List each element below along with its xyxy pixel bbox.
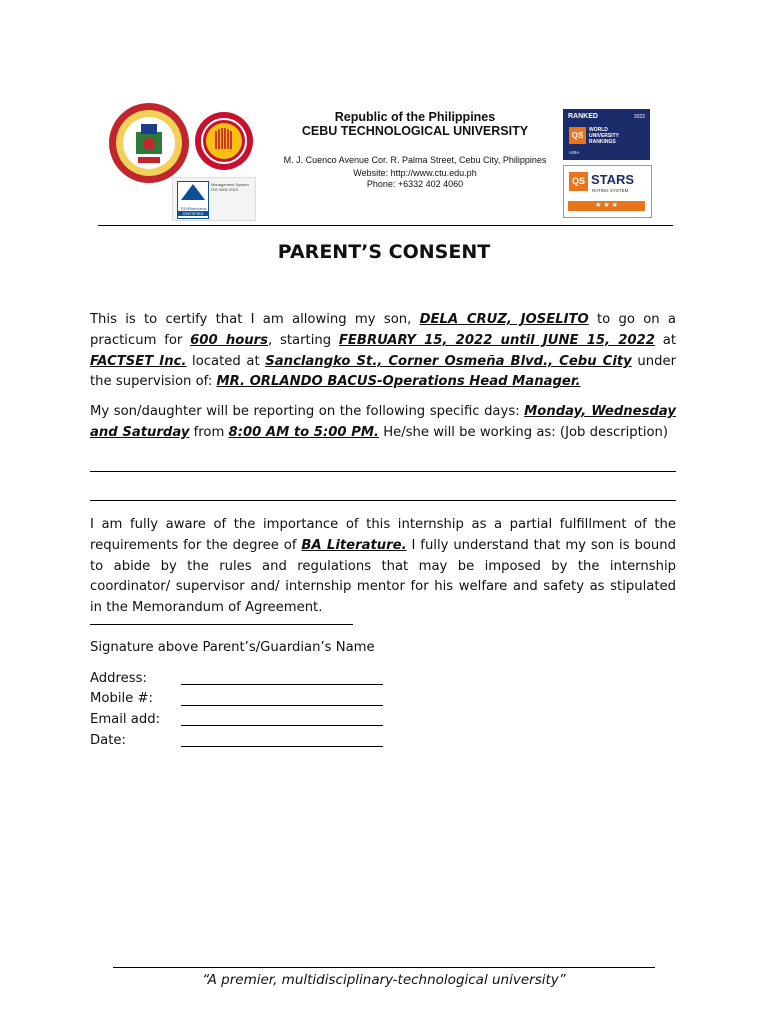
para2-text-3: He/she will be working as: (Job description) [379,424,669,440]
qs-stars-logo-icon: QS [569,172,588,191]
para3-text-2: I fully understand that my son is bound to abide by the rules and regulations that may be imposed by the internship coordinator/ supervisor and/ internship mentor for his welfare and safety as stipulated in the Memorandum of Agreement. [90,537,676,616]
qs-rank-text: WORLD UNIVERSITY RANKINGS [589,127,619,145]
qs-stars-label: STARS [591,172,635,187]
address-field[interactable] [181,683,383,685]
qs-ranked-badge [563,109,650,160]
ctu-seal-logo [108,102,190,184]
date-label: Date: [90,733,126,748]
para3-text-1: I am fully aware of the importance of this internship as a partial fulfillment of the requirements for the degree of [90,517,676,553]
para1-text-2: to go on a practicum for [90,312,676,348]
header-republic: Republic of the Philippines [334,110,496,124]
company-location: Sanclangko St., Corner Osmeña Blvd., Cebu City [265,353,632,369]
tuv-small-text: Management System ISO 9001:2015 [211,182,249,192]
para1-text-5: located at [186,353,266,369]
mobile-field[interactable] [181,704,383,706]
address-label: Address: [90,671,147,686]
header-divider [98,225,673,226]
job-description-line-1[interactable] [90,470,676,472]
tuv-label: TÜVRheinland [179,206,206,211]
qs-region-label: ASIA [569,150,580,155]
para1-text-4: at [654,332,677,348]
degree-name: BA Literature. [301,537,407,553]
practicum-dates: FEBRUARY 15, 2022 until JUNE 15, 2022 [338,332,655,348]
qs-ranked-label: RANKED [568,113,598,120]
schedule-paragraph [90,402,676,444]
supervisor-name: MR. ORLANDO BACUS-Operations Head Manager. [216,374,581,390]
email-field[interactable] [181,724,383,726]
practicum-hours: 600 hours [190,332,269,348]
signature-label: Signature above Parent’s/Guardian’s Name [90,640,375,655]
tuv-certified-label: CERTIFIED [178,211,208,216]
header-phone: Phone: +6332 402 4060 [366,179,464,189]
mobile-label: Mobile #: [90,691,153,706]
signature-line[interactable] [90,623,353,625]
header-address: M. J. Cuenco Avenue Cor. R. Palma Street, Cebu City, Philippines [283,155,547,165]
student-name: DELA CRUZ, JOSELITO [419,312,589,327]
para1-text-1: This is to certify that I am allowing my son, [90,312,420,327]
para1-text-3: , starting [268,332,339,348]
footer-motto: “A premier, multidisciplinary-technological university” [202,972,566,988]
qs-year-label: 2022 [633,114,645,120]
para2-text-2: from [189,424,229,440]
awareness-paragraph [90,515,676,619]
tuv-triangle-icon [178,182,208,202]
company-name: FACTSET Inc. [90,353,187,369]
page-title: PARENT’S CONSENT [277,241,491,263]
footer-divider [113,967,655,968]
qs-rating-label: RATING SYSTEM [592,188,629,193]
qs-star-rating: ★ ★ ★ [568,201,645,211]
date-field[interactable] [181,745,383,747]
reporting-time: 8:00 AM to 5:00 PM. [228,424,379,440]
qs-stars-badge [563,165,652,218]
asean-logo [194,111,254,171]
reporting-days: Monday, Wednesday and Saturday [90,404,676,440]
qs-logo-icon: QS [569,127,586,144]
tuv-certification-badge [172,177,256,221]
para1-text-6: under the supervision of: [90,353,676,390]
email-label: Email add: [90,712,161,727]
para2-text-1: My son/daughter will be reporting on the following specific days: [90,404,525,419]
job-description-line-2[interactable] [90,499,676,501]
consent-paragraph [90,310,676,393]
header-university: CEBU TECHNOLOGICAL UNIVERSITY [301,124,529,138]
header-website: Website: http://www.ctu.edu.ph [353,168,477,178]
